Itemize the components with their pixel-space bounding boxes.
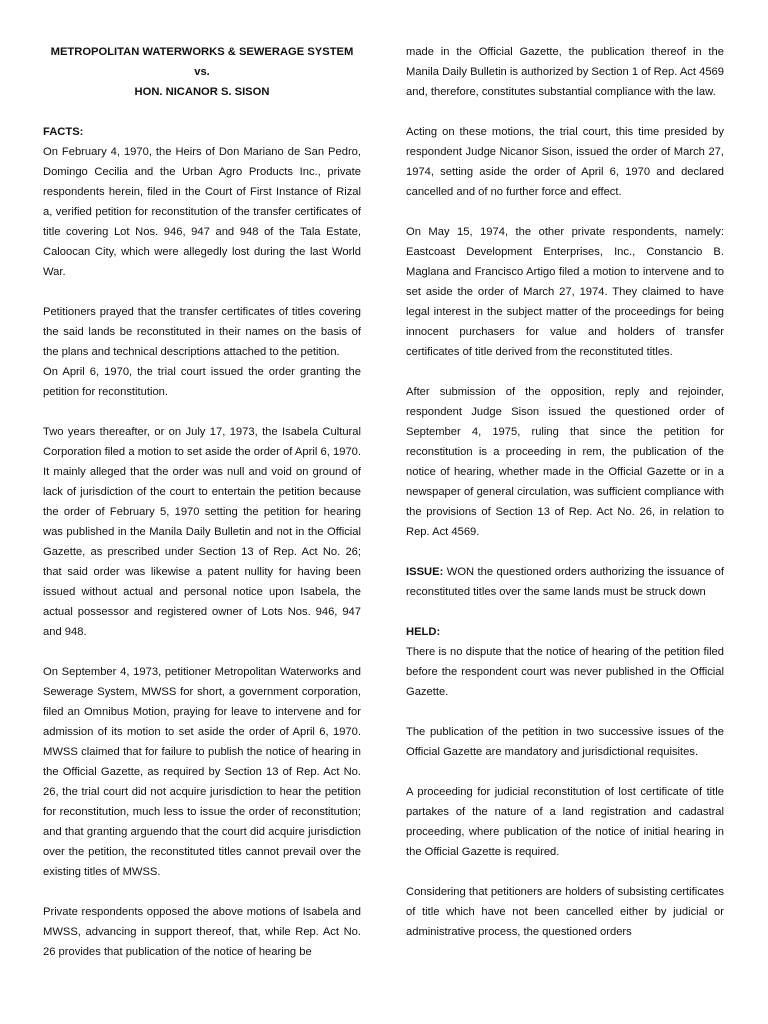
facts-paragraph-5: On September 4, 1973, petitioner Metropolitan Waterworks and Sewerage System, MWSS for short, a government corporation, filed an Omnibus Motion, praying for leave to intervene and for admission of its motion to set aside the order of April 6, 1970. MWSS claimed that for failure to publish the notice of hearing in the Official Gazette, as required by Section 13 of Rep. Act No. 26, the trial court did not acquire jurisdiction to hear the petition for reconstitution, much less to issue the order of reconstitution; and that granting arguendo that the court did acquire jurisdiction over the petition, the reconstituted titles cannot prevail over the existing titles of MWSS. <box>43 666 361 878</box>
facts-paragraph-3: On April 6, 1970, the trial court issued the order granting the petition for reconstitution. <box>43 366 361 398</box>
facts-paragraph-2: Petitioners prayed that the transfer certificates of titles covering the said lands be reconstituted in their names on the basis of the plans and technical descriptions attached to the petition. <box>43 306 361 358</box>
held-paragraph-4: Considering that petitioners are holders of subsisting certificates of title which have not been cancelled either by judicial or administrative process, the questioned orders <box>406 886 724 938</box>
case-versus: vs. <box>194 66 210 78</box>
held-paragraph-2: The publication of the petition in two successive issues of the Official Gazette are mandatory and jurisdictional requisites. <box>406 726 724 758</box>
facts-paragraph-7: Acting on these motions, the trial court, this time presided by respondent Judge Nicanor Sison, issued the order of March 27, 1974, setting aside the order of April 6, 1970 and declared cancelled and of no further force and effect. <box>406 126 724 198</box>
held-paragraph-3: A proceeding for judicial reconstitution of lost certificate of title partakes of the nature of a land registration and cadastral proceeding, where publication of the notice of initial hearing in the Official Gazette is required. <box>406 786 724 858</box>
facts-heading: FACTS: <box>43 126 84 138</box>
facts-paragraph-4: Two years thereafter, or on July 17, 1973, the Isabela Cultural Corporation filed a motion to set aside the order of April 6, 1970. It mainly alleged that the order was null and void on ground of lack of jurisdiction of the court to entertain the petition because the order of February 5, 1970 setting the petition for hearing was published in the Manila Daily Bulletin and not in the Official Gazette, as prescribed under Section 13 of Rep. Act No. 26; that said order was likewise a patent nullity for having been issued without actual and personal notice upon Isabela, the actual possessor and registered owner of Lots Nos. 946, 947 and 948. <box>43 426 361 638</box>
case-petitioner: METROPOLITAN WATERWORKS & SEWERAGE SYSTEM <box>50 46 354 58</box>
held-heading: HELD: <box>406 626 441 638</box>
issue-text: WON the questioned orders authorizing the issuance of reconstituted titles over the same lands must be struck down <box>406 566 724 598</box>
facts-paragraph-9: After submission of the opposition, reply and rejoinder, respondent Judge Sison issued the questioned order of September 4, 1975, ruling that since the petition for reconstitution is a proceeding in rem, the publication of the notice of hearing, whether made in the Official Gazette or in a newspaper of general circulation, was sufficient compliance with the provisions of Section 13 of Rep. Act No. 26, in relation to Rep. Act 4569. <box>406 386 724 538</box>
case-respondent: HON. NICANOR S. SISON <box>134 86 270 98</box>
facts-paragraph-1: On February 4, 1970, the Heirs of Don Mariano de San Pedro, Domingo Cecilia and the Urban Agro Products Inc., private respondents herein, filed in the Court of First Instance of Rizal a, verified petition for reconstitution of the transfer certificates of title covering Lot Nos. 946, 947 and 948 of the Tala Estate, Caloocan City, which were allegedly lost during the last World War. <box>43 146 361 278</box>
issue-paragraph <box>406 562 724 602</box>
case-title <box>43 42 361 102</box>
facts-paragraph-6-continued: made in the Official Gazette, the publication thereof in the Manila Daily Bulletin is authorized by Section 1 of Rep. Act 4569 and, therefore, constitutes substantial compliance with the law. <box>406 46 724 98</box>
facts-paragraph-6-part: Private respondents opposed the above motions of Isabela and MWSS, advancing in support thereof, that, while Rep. Act No. 26 provides that publication of the notice of hearing be <box>43 906 361 958</box>
right-column <box>406 42 724 962</box>
facts-paragraph-8: On May 15, 1974, the other private respondents, namely: Eastcoast Development Enterprises, Inc., Constancio B. Maglana and Francisco Artigo filed a motion to intervene and to set aside the order of March 27, 1974. They claimed to have legal interest in the subject matter of the proceedings for being innocent purchasers for value and holders of transfer certificates of title derived from the reconstituted titles. <box>406 226 724 358</box>
left-column <box>43 42 361 982</box>
held-paragraph-1: There is no dispute that the notice of hearing of the petition filed before the respondent court was never published in the Official Gazette. <box>406 646 724 698</box>
issue-label: ISSUE: <box>406 566 444 578</box>
